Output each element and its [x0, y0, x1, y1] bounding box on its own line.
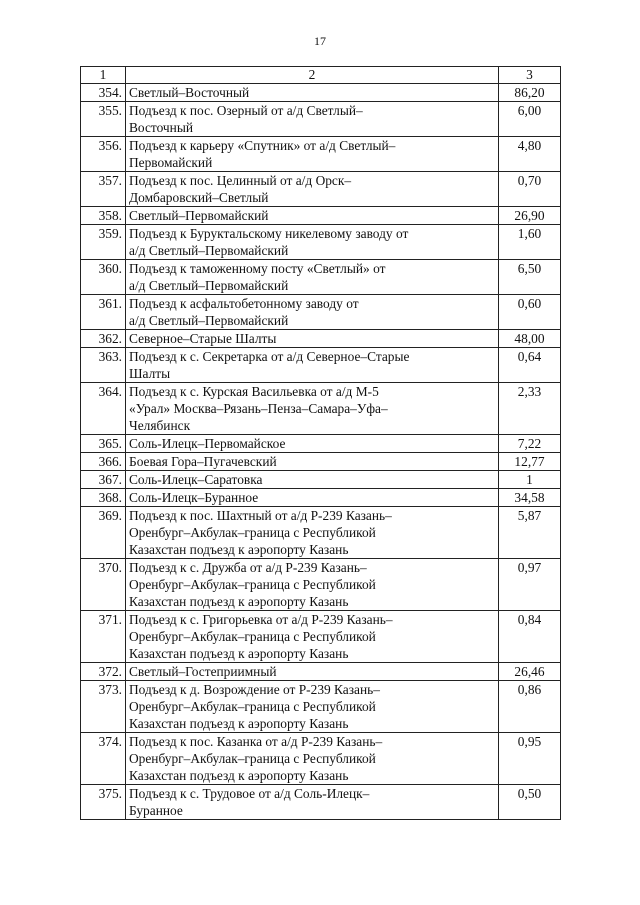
row-number: 372. [81, 663, 126, 681]
road-length: 7,22 [499, 435, 561, 453]
row-number: 354. [81, 84, 126, 102]
road-length: 26,46 [499, 663, 561, 681]
table-body [81, 84, 561, 820]
row-number: 360. [81, 260, 126, 295]
table-row [81, 471, 561, 489]
road-name: Соль-Илецк–Первомайское [126, 435, 499, 453]
table-row [81, 102, 561, 137]
row-number: 370. [81, 559, 126, 611]
row-number: 375. [81, 785, 126, 820]
road-name: Подъезд к асфальтобетонному заводу от а/д Светлый–Первомайский [126, 295, 499, 330]
road-name: Боевая Гора–Пугачевский [126, 453, 499, 471]
row-number: 364. [81, 383, 126, 435]
table-row [81, 260, 561, 295]
road-length: 0,84 [499, 611, 561, 663]
road-name: Подъезд к карьеру «Спутник» от а/д Светлый– Первомайский [126, 137, 499, 172]
road-length: 6,50 [499, 260, 561, 295]
table-row [81, 225, 561, 260]
table-row [81, 207, 561, 225]
row-number: 367. [81, 471, 126, 489]
road-name: Соль-Илецк–Буранное [126, 489, 499, 507]
road-length: 0,60 [499, 295, 561, 330]
road-name: Подъезд к с. Григорьевка от а/д Р-239 Казань– Оренбург–Акбулак–граница с Республикой Казахстан подъезд к аэропорту Казань [126, 611, 499, 663]
row-number: 373. [81, 681, 126, 733]
road-name: Подъезд к пос. Казанка от а/д Р-239 Казань– Оренбург–Акбулак–граница с Республикой Казахстан подъезд к аэропорту Казань [126, 733, 499, 785]
road-name: Подъезд к с. Дружба от а/д Р-239 Казань– Оренбург–Акбулак–граница с Республикой Казахстан подъезд к аэропорту Казань [126, 559, 499, 611]
row-number: 368. [81, 489, 126, 507]
table-row [81, 330, 561, 348]
roads-table [80, 66, 561, 820]
road-name: Подъезд к д. Возрождение от Р-239 Казань– Оренбург–Акбулак–граница с Республикой Казахстан подъезд к аэропорту Казань [126, 681, 499, 733]
road-name: Светлый–Первомайский [126, 207, 499, 225]
road-name: Соль-Илецк–Саратовка [126, 471, 499, 489]
header-col-3: 3 [499, 67, 561, 84]
road-length: 4,80 [499, 137, 561, 172]
road-length: 0,64 [499, 348, 561, 383]
header-col-2: 2 [126, 67, 499, 84]
row-number: 355. [81, 102, 126, 137]
table-row [81, 733, 561, 785]
road-name: Светлый–Гостеприимный [126, 663, 499, 681]
row-number: 358. [81, 207, 126, 225]
table-row [81, 383, 561, 435]
road-name: Подъезд к Буруктальскому никелевому заводу от а/д Светлый–Первомайский [126, 225, 499, 260]
row-number: 361. [81, 295, 126, 330]
table-row [81, 453, 561, 471]
road-name: Подъезд к с. Курская Васильевка от а/д М-5 «Урал» Москва–Рязань–Пенза–Самара–Уфа– Челябинск [126, 383, 499, 435]
road-length: 48,00 [499, 330, 561, 348]
road-length: 2,33 [499, 383, 561, 435]
row-number: 374. [81, 733, 126, 785]
road-length: 26,90 [499, 207, 561, 225]
table-row [81, 663, 561, 681]
road-name: Подъезд к пос. Целинный от а/д Орск– Домбаровский–Светлый [126, 172, 499, 207]
road-name: Подъезд к с. Секретарка от а/д Северное–Старые Шалты [126, 348, 499, 383]
header-col-1: 1 [81, 67, 126, 84]
table-row [81, 507, 561, 559]
table-row [81, 295, 561, 330]
table-row [81, 785, 561, 820]
table-row [81, 348, 561, 383]
road-length: 0,86 [499, 681, 561, 733]
road-name: Светлый–Восточный [126, 84, 499, 102]
row-number: 363. [81, 348, 126, 383]
road-length: 5,87 [499, 507, 561, 559]
road-length: 0,50 [499, 785, 561, 820]
road-length: 34,58 [499, 489, 561, 507]
table-header-row [81, 67, 561, 84]
road-name: Подъезд к пос. Озерный от а/д Светлый– Восточный [126, 102, 499, 137]
row-number: 366. [81, 453, 126, 471]
road-length: 86,20 [499, 84, 561, 102]
table-row [81, 435, 561, 453]
road-length: 0,95 [499, 733, 561, 785]
row-number: 369. [81, 507, 126, 559]
table-row [81, 681, 561, 733]
row-number: 357. [81, 172, 126, 207]
row-number: 359. [81, 225, 126, 260]
road-length: 1,60 [499, 225, 561, 260]
table-row [81, 611, 561, 663]
table-row [81, 559, 561, 611]
road-name: Подъезд к пос. Шахтный от а/д Р-239 Казань– Оренбург–Акбулак–граница с Республикой Казахстан подъезд к аэропорту Казань [126, 507, 499, 559]
row-number: 356. [81, 137, 126, 172]
table-row [81, 137, 561, 172]
row-number: 362. [81, 330, 126, 348]
road-length: 0,70 [499, 172, 561, 207]
table-row [81, 489, 561, 507]
table-row [81, 172, 561, 207]
road-length: 0,97 [499, 559, 561, 611]
row-number: 365. [81, 435, 126, 453]
road-name: Подъезд к с. Трудовое от а/д Соль-Илецк– Буранное [126, 785, 499, 820]
road-name: Северное–Старые Шалты [126, 330, 499, 348]
road-length: 12,77 [499, 453, 561, 471]
page-number: 17 [314, 34, 326, 48]
road-name: Подъезд к таможенному посту «Светлый» от а/д Светлый–Первомайский [126, 260, 499, 295]
road-length: 6,00 [499, 102, 561, 137]
table-row [81, 84, 561, 102]
row-number: 371. [81, 611, 126, 663]
road-length: 1 [499, 471, 561, 489]
